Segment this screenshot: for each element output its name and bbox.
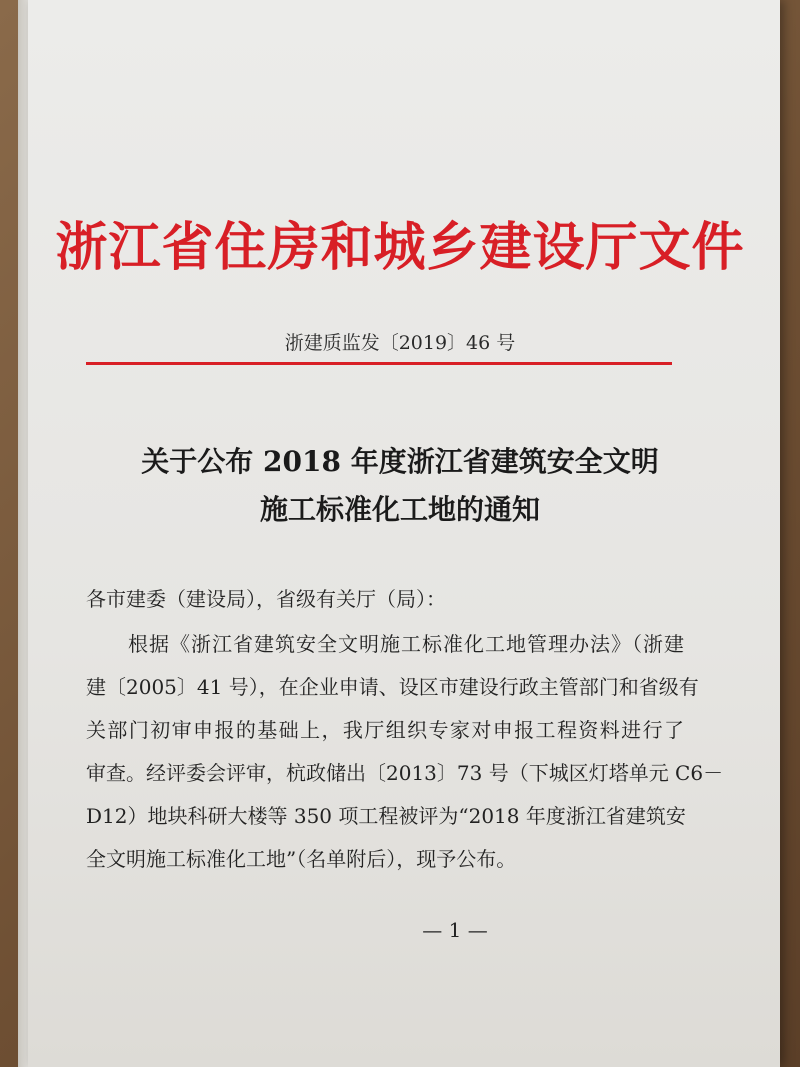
document-header-title: 浙江省住房和城乡建设厅文件 [55,218,745,278]
subject-line-2: 施工标准化工地的通知 [259,493,540,526]
notice-subject [0,438,800,534]
red-separator-rule [86,362,672,365]
body-line-2: 建〔2005〕41 号），在企业申请、设区市建设行政主管部门和省级有 [86,675,699,699]
page-number: — 1 — [422,918,488,942]
body-line-5: D12）地块科研大楼等 350 项工程被评为“2018 年度浙江省建筑安 [86,804,686,828]
document-number: 浙建质监发〔2019〕46 号 [284,332,516,354]
body-line-3: 关部门初审申报的基础上，我厅组织专家对申报工程资料进行了 [86,718,684,742]
body-line-4: 审查。经评委会评审，杭政储出〔2013〕73 号（下城区灯塔单元 C6－ [86,761,724,785]
body-line-6: 全文明施工标准化工地”（名单附后），现予公布。 [86,847,517,871]
body-line-1: 根据《浙江省建筑安全文明施工标准化工地管理办法》（浙建 [86,632,684,656]
salutation: 各市建委（建设局），省级有关厅（局）： [86,587,446,611]
subject-line-1: 关于公布 2018 年度浙江省建筑安全文明 [141,445,659,478]
